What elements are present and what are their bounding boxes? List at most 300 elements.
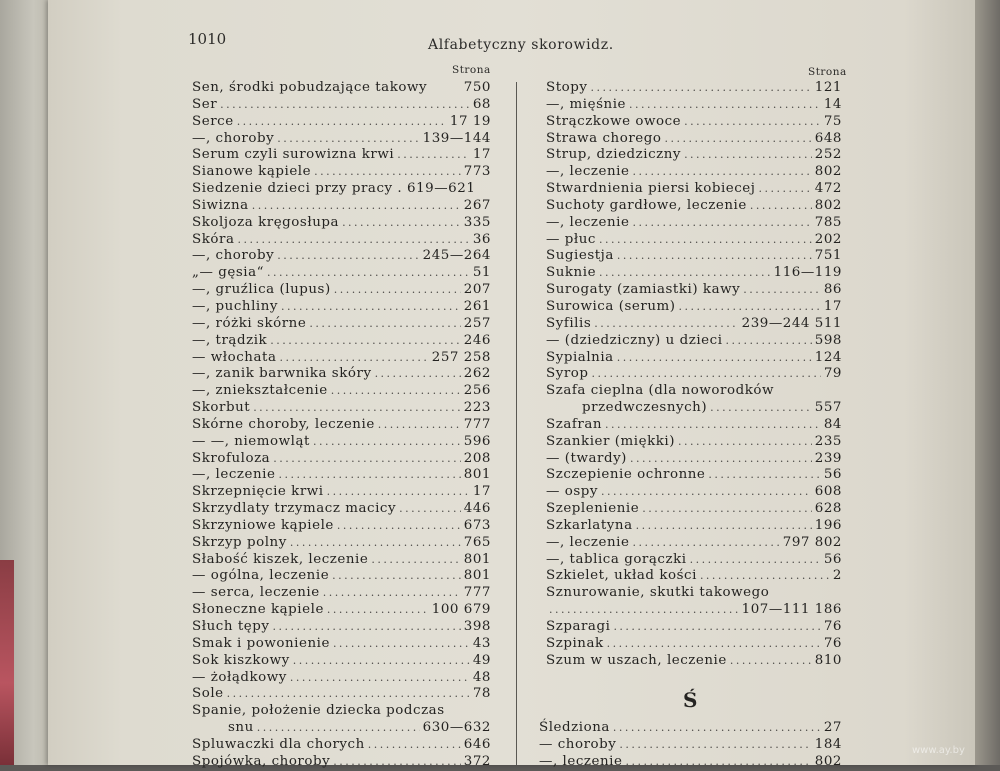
dot-leader (375, 366, 461, 383)
index-term: — (dziedziczny) u dzieci (546, 332, 723, 348)
book-cover-edge (0, 560, 14, 765)
index-term: Sole (192, 686, 224, 702)
index-term: —, choroby (192, 130, 275, 146)
index-column-left (192, 80, 491, 771)
index-page-ref: 751 (814, 248, 842, 264)
dot-leader (257, 720, 420, 737)
index-term: — ogólna, leczenie (192, 568, 330, 584)
dot-leader (632, 215, 811, 232)
index-term: Spanie, położenie dziecka podczas (192, 703, 445, 719)
index-entry (192, 215, 491, 232)
running-title: Alfabetyczny skorowidz. (428, 37, 614, 53)
index-entry (192, 181, 491, 198)
index-term: Skórne choroby, leczenie (192, 416, 375, 432)
index-entry (546, 653, 842, 670)
index-entry (546, 232, 842, 249)
index-entry (546, 181, 842, 198)
index-entry (546, 114, 842, 131)
index-term: Syfilis (546, 315, 592, 331)
index-term: Siwizna (192, 197, 249, 213)
index-entry (546, 501, 842, 518)
index-entry (192, 670, 491, 687)
index-page-ref: 598 (814, 332, 842, 348)
index-term: snu (228, 720, 254, 736)
index-page-ref: 801 (463, 467, 491, 483)
dot-leader (333, 754, 461, 771)
index-term: —, tablica gorączki (546, 551, 687, 567)
index-page-ref: 765 (463, 534, 491, 550)
index-page-ref: 262 (463, 366, 491, 382)
index-page-ref: 100 679 (431, 602, 491, 618)
index-entry (192, 737, 491, 754)
index-term: Szafa cieplna (dla noworodków (546, 383, 774, 399)
dot-leader (267, 265, 470, 282)
index-page-ref: 239 (814, 450, 842, 466)
index-entry (192, 316, 491, 333)
index-term: —, leczenie (546, 214, 630, 230)
index-entry (192, 366, 491, 383)
page-number: 1010 (188, 30, 227, 48)
dot-leader (708, 467, 820, 484)
index-page-ref: 335 (463, 214, 491, 230)
dot-leader (332, 568, 461, 585)
index-term: — żołądkowy (192, 669, 287, 685)
index-term: —, leczenie (539, 753, 623, 769)
index-entry (192, 467, 491, 484)
index-term: —, leczenie (546, 164, 630, 180)
column-label-left: Strona (452, 64, 491, 76)
index-page-ref: 773 (463, 164, 491, 180)
index-page-ref: 261 (463, 298, 491, 314)
index-page-ref: 76 (823, 619, 842, 634)
index-entry (546, 265, 842, 282)
index-term: Skrzyniowe kąpiele (192, 517, 334, 533)
index-page-ref: 107—111 186 (741, 602, 842, 618)
dot-leader (726, 333, 812, 350)
index-page-ref: 124 (814, 349, 842, 365)
index-entry (546, 383, 842, 400)
dot-leader (599, 232, 812, 249)
index-term: Sypialnia (546, 349, 614, 365)
dot-leader (279, 350, 428, 367)
index-entry (192, 754, 491, 771)
index-entry (546, 434, 842, 451)
dot-leader (684, 114, 821, 131)
column-divider (516, 82, 517, 765)
index-entry (192, 484, 491, 501)
dot-leader (700, 568, 830, 585)
index-entry (539, 754, 842, 771)
index-term: Skrzydlaty trzymacz macicy (192, 501, 397, 517)
index-term: —, gruźlica (lupus) (192, 282, 331, 298)
index-entry (192, 501, 491, 518)
index-entry (546, 299, 842, 316)
index-term: Skoljoza kręgosłupa (192, 214, 340, 230)
index-term: Szkielet, układ kości (546, 568, 697, 584)
dot-leader (730, 653, 812, 670)
index-entry (546, 636, 842, 653)
index-page-ref: 785 (814, 214, 842, 230)
dot-leader (665, 131, 812, 148)
dot-leader (613, 720, 821, 737)
index-term: Suknie (546, 265, 597, 281)
index-page-ref: 802 (814, 164, 842, 180)
index-page-ref: 257 (463, 315, 491, 331)
index-page-ref: 207 (463, 282, 491, 298)
index-term: Szankier (miękki) (546, 433, 676, 449)
index-page-ref: 673 (463, 517, 491, 533)
dot-leader (290, 670, 470, 687)
index-term: Spluwaczki dla chorych (192, 736, 365, 752)
dot-leader (227, 686, 470, 703)
index-entry (192, 248, 491, 265)
index-entry (546, 451, 842, 468)
index-page-ref: 78 (472, 686, 491, 702)
index-term: Sok kiszkowy (192, 652, 290, 668)
index-term: Smak i powonienie (192, 635, 330, 651)
index-term: —, trądzik (192, 332, 268, 348)
index-term: — (twardy) (546, 450, 627, 466)
index-entry (192, 147, 491, 164)
index-page-ref: 648 (814, 130, 842, 146)
index-page-ref: 608 (814, 484, 842, 500)
dot-leader (378, 417, 461, 434)
index-term: — —, niemowląt (192, 433, 310, 449)
index-entry (192, 265, 491, 282)
index-page-ref: 630—632 (422, 720, 491, 736)
index-term: Serum czyli surowizna krwi (192, 147, 395, 163)
index-entry (192, 383, 491, 400)
dot-leader (605, 417, 821, 434)
index-term: — ospy (546, 484, 599, 500)
index-page-ref: 27 (823, 720, 842, 735)
index-entry (546, 400, 842, 417)
index-term: —, leczenie (546, 534, 630, 550)
index-term: Słoneczne kąpiele (192, 602, 324, 618)
index-term: Surogaty (zamiastki) kawy (546, 282, 741, 298)
index-page-ref: 51 (472, 265, 491, 281)
index-page-ref: 49 (472, 652, 491, 668)
index-term: Śledziona (539, 720, 610, 735)
dot-leader (237, 114, 447, 131)
section-letter: Ś (683, 688, 698, 712)
index-entry (192, 232, 491, 249)
index-entry (546, 80, 842, 97)
index-entry (546, 467, 842, 484)
index-term: —, różki skórne (192, 315, 307, 331)
index-term: Strup, dziedziczny (546, 147, 682, 163)
index-entry (192, 636, 491, 653)
index-term: Sen, środki pobudzające takowy (192, 80, 428, 95)
dot-leader (277, 131, 419, 148)
index-term: „— gęsia“ (192, 265, 265, 281)
dot-leader (758, 181, 811, 198)
index-term: Stopy (546, 80, 588, 95)
index-term: Suchoty gardłowe, leczenie (546, 197, 747, 213)
index-entry (192, 333, 491, 350)
index-page-ref: 239—244 511 (741, 315, 842, 331)
index-term: Szeplenienie (546, 501, 640, 517)
index-term: Słabość kiszek, leczenie (192, 551, 369, 567)
index-page-ref: 79 (823, 366, 842, 382)
index-term: — płuc (546, 231, 596, 247)
index-term: Słuch tępy (192, 619, 270, 634)
index-page-ref: 801 (463, 551, 491, 567)
dot-leader (397, 147, 470, 164)
index-page-ref: 202 (814, 231, 842, 247)
index-entry (539, 720, 842, 737)
index-term: Serce (192, 113, 234, 129)
dot-leader (278, 467, 460, 484)
index-page-ref: 84 (823, 416, 842, 432)
index-page-ref: 17 (823, 298, 842, 314)
index-term: Skrzyp polny (192, 534, 287, 550)
dot-leader (309, 316, 460, 333)
index-page-ref: 17 19 (449, 113, 491, 129)
page-right-shadow (975, 0, 1000, 765)
index-term: Szkarlatyna (546, 517, 633, 533)
dot-leader (237, 232, 469, 249)
index-term: Skóra (192, 231, 235, 247)
dot-leader (599, 265, 771, 282)
index-page-ref: 372 (463, 753, 491, 769)
watermark: www.ay.by (912, 745, 965, 756)
index-page-ref: 797 802 (782, 534, 842, 550)
index-entry (192, 80, 491, 97)
index-page-ref: 36 (472, 231, 491, 247)
dot-leader (293, 653, 470, 670)
index-page-ref: 121 (814, 80, 842, 95)
dot-leader (252, 198, 461, 215)
index-page-ref: 139—144 (422, 130, 491, 146)
index-entry (192, 703, 491, 720)
dot-leader (617, 248, 812, 265)
index-entry (546, 147, 842, 164)
index-page-ref: 76 (823, 635, 842, 651)
index-entry (546, 535, 842, 552)
dot-leader (399, 501, 461, 518)
index-page-ref: 267 (463, 197, 491, 213)
index-entry (192, 619, 491, 636)
index-entry (546, 518, 842, 535)
index-term: — włochata (192, 349, 277, 365)
index-entry (192, 400, 491, 417)
index-entry (192, 518, 491, 535)
dot-leader (642, 501, 812, 518)
index-entry (192, 686, 491, 703)
index-entry (546, 484, 842, 501)
index-term: Szparagi (546, 619, 611, 634)
index-entry (192, 451, 491, 468)
index-page-ref: 246 (463, 332, 491, 348)
index-page-ref: 116—119 (773, 265, 842, 281)
index-page-ref: 17 (472, 147, 491, 163)
index-entry (546, 248, 842, 265)
dot-leader (281, 299, 461, 316)
dot-leader (334, 282, 461, 299)
index-entry (546, 350, 842, 367)
index-entry (546, 198, 842, 215)
index-term: —, zniekształcenie (192, 383, 328, 399)
dot-leader (327, 484, 470, 501)
index-page-ref: 56 (823, 551, 842, 567)
dot-leader (629, 97, 821, 114)
index-page-ref: 2 (832, 568, 842, 584)
dot-leader (253, 400, 461, 417)
index-term: Siedzenie dzieci przy pracy . 619—621 (192, 181, 476, 197)
index-term: —, zanik barwnika skóry (192, 366, 372, 382)
index-entry (546, 131, 842, 148)
dot-leader (290, 535, 461, 552)
index-term: Strawa chorego (546, 130, 662, 146)
index-entry (546, 316, 842, 333)
index-entry (192, 552, 491, 569)
dot-leader (220, 97, 470, 114)
index-entry (192, 434, 491, 451)
index-term: Szczepienie ochronne (546, 467, 706, 483)
index-page-ref: 14 (823, 96, 842, 112)
index-term: Szpinak (546, 635, 604, 651)
index-term: Sugiestja (546, 248, 614, 264)
index-term: Ser (192, 96, 218, 112)
index-term: przedwczesnych) (582, 400, 708, 416)
index-entry (546, 602, 842, 619)
index-page-ref: 75 (823, 113, 842, 129)
index-entry (192, 282, 491, 299)
index-column-right (546, 80, 842, 670)
index-page-ref: 257 258 (431, 349, 491, 365)
index-entry (192, 720, 491, 737)
index-term: —, leczenie (192, 467, 276, 483)
index-entry (192, 568, 491, 585)
dot-leader (549, 602, 739, 619)
dot-leader (342, 215, 461, 232)
index-page-ref: 56 (823, 467, 842, 483)
index-page-ref: 777 (463, 585, 491, 601)
index-entry (546, 97, 842, 114)
dot-leader (333, 636, 470, 653)
index-entry (192, 114, 491, 131)
index-entry (546, 568, 842, 585)
dot-leader (684, 147, 812, 164)
index-entry (546, 333, 842, 350)
index-term: Skorbut (192, 400, 251, 416)
dot-leader (625, 754, 811, 771)
dot-leader (679, 299, 821, 316)
dot-leader (743, 282, 821, 299)
index-page-ref: 802 (814, 197, 842, 213)
index-page-ref: 596 (463, 433, 491, 449)
dot-leader (368, 737, 461, 754)
index-page-ref: 223 (463, 400, 491, 416)
index-term: Skrzepnięcie krwi (192, 484, 324, 500)
index-page-ref: 810 (814, 652, 842, 668)
index-term: Stwardnienia piersi kobiecej (546, 181, 756, 197)
index-entry (546, 282, 842, 299)
index-entry (192, 164, 491, 181)
index-entry (192, 131, 491, 148)
dot-leader (323, 585, 461, 602)
index-page-ref: 245—264 (422, 248, 491, 264)
dot-leader (314, 164, 461, 181)
dot-leader (592, 366, 821, 383)
index-page-ref: 235 (814, 433, 842, 449)
index-page-ref: 196 (814, 517, 842, 533)
dot-leader (331, 383, 461, 400)
dot-leader (636, 518, 812, 535)
dot-leader (272, 619, 460, 636)
index-entry (546, 619, 842, 636)
dot-leader (273, 451, 461, 468)
index-entry (192, 350, 491, 367)
index-term: Sianowe kąpiele (192, 164, 312, 180)
index-entry (192, 602, 491, 619)
index-term: Szum w uszach, leczenie (546, 652, 727, 668)
index-page-ref: 252 (814, 147, 842, 163)
dot-leader (750, 198, 812, 215)
index-term: Spojówka, choroby (192, 753, 331, 769)
dot-leader (591, 80, 812, 97)
index-entry (546, 552, 842, 569)
index-entry (546, 417, 842, 434)
index-page-ref: 750 (463, 80, 491, 95)
dot-leader (270, 333, 461, 350)
index-entry (546, 164, 842, 181)
index-page-ref: 48 (472, 669, 491, 685)
dot-leader (313, 434, 461, 451)
dot-leader (601, 484, 812, 501)
dot-leader (617, 350, 812, 367)
index-term: —, choroby (192, 248, 275, 264)
dot-leader (678, 434, 812, 451)
dot-leader (371, 552, 460, 569)
index-term: Syrop (546, 366, 589, 382)
index-entry (546, 585, 842, 602)
index-page-ref: 557 (814, 400, 842, 416)
index-page-ref: 777 (463, 416, 491, 432)
dot-leader (594, 316, 738, 333)
index-entry (539, 737, 842, 754)
index-term: —, puchliny (192, 298, 279, 314)
index-page-ref: 398 (463, 619, 491, 634)
index-entry (192, 417, 491, 434)
dot-leader (630, 451, 812, 468)
index-page-ref: 646 (463, 736, 491, 752)
index-term: Skrofuloza (192, 450, 271, 466)
index-page-ref: 208 (463, 450, 491, 466)
index-term: Szafran (546, 416, 603, 432)
index-term: Surowica (serum) (546, 298, 676, 314)
index-page-ref: 68 (472, 96, 491, 112)
index-entry (546, 366, 842, 383)
index-page-ref: 256 (463, 383, 491, 399)
index-page-ref: 184 (814, 736, 842, 752)
dot-leader (632, 535, 779, 552)
index-page-ref: 801 (463, 568, 491, 584)
column-label-right: Strona (808, 66, 847, 78)
index-entry (192, 535, 491, 552)
index-entry (192, 299, 491, 316)
index-page-ref: 446 (463, 501, 491, 517)
index-page-ref: 628 (814, 501, 842, 517)
index-term: Sznurowanie, skutki takowego (546, 585, 770, 601)
index-term: —, mięśnie (546, 96, 627, 112)
dot-leader (327, 602, 429, 619)
index-entry (192, 97, 491, 114)
index-entry (192, 653, 491, 670)
index-column-right-section-s-acute (539, 720, 842, 771)
dot-leader (607, 636, 821, 653)
